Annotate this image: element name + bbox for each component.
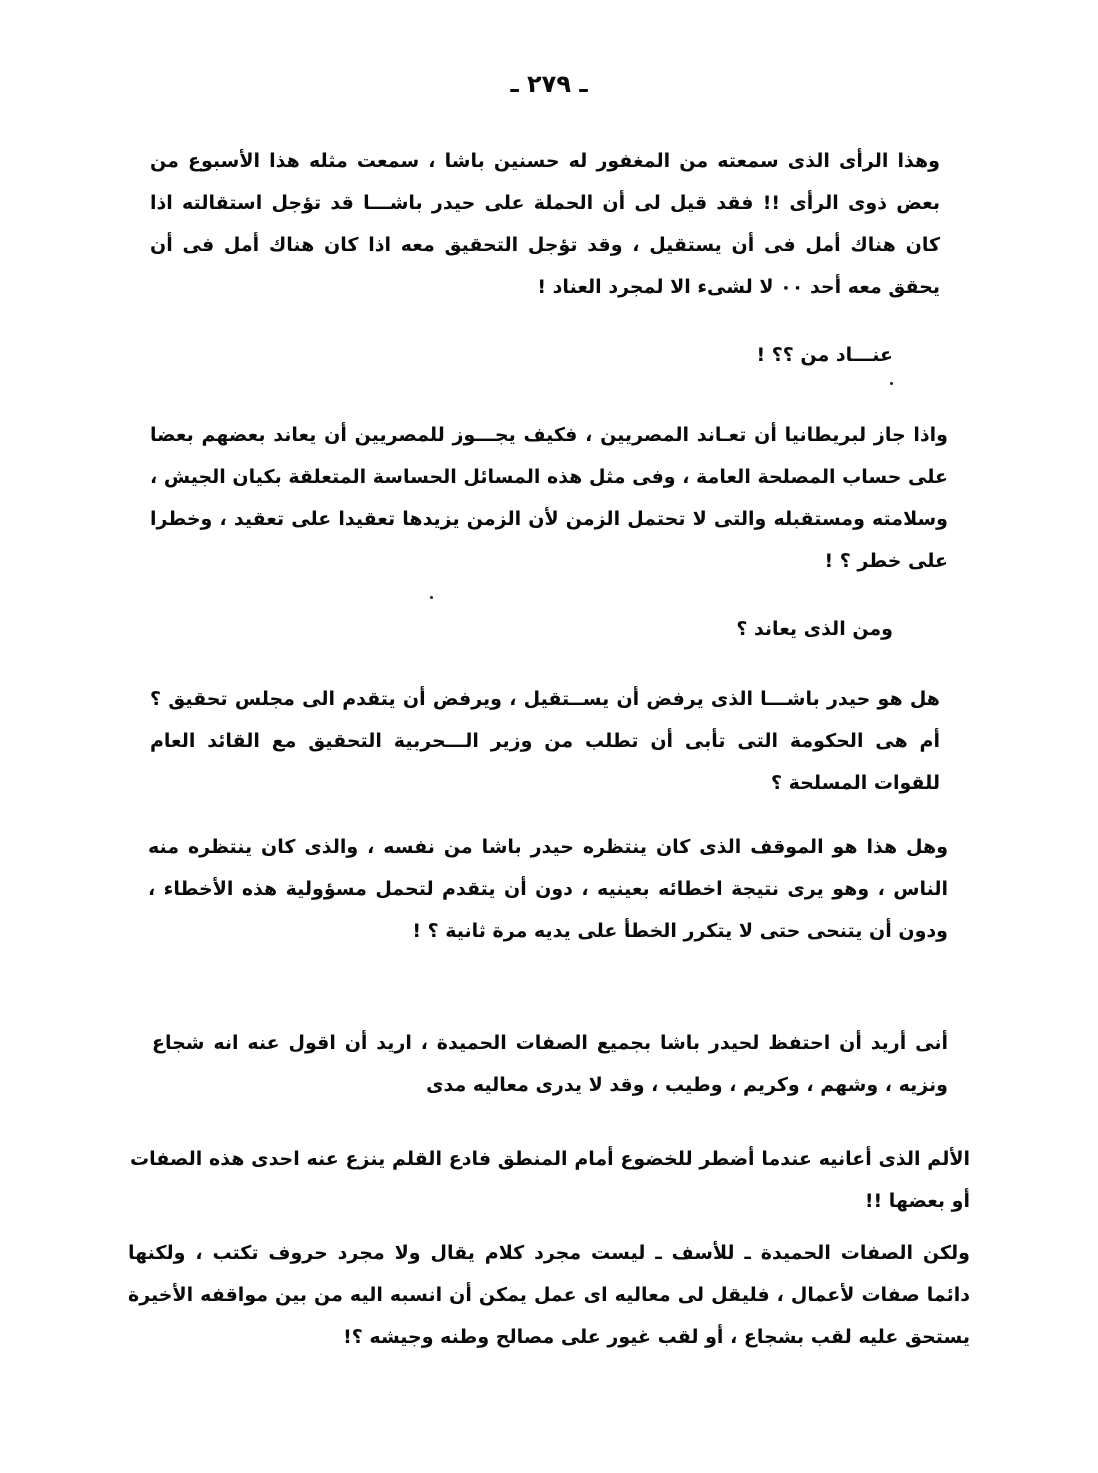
paragraph-2: واذا جاز لبريطانيا أن تعـاند المصريين ، فكيف يجـــوز للمصريين أن يعاند بعضهم بعضا على حساب المصلحة العامة ، وفى مثل هذه المسائل الحساسة المتعلقة بكيان الجيش ، وسلامته ومستقبله والتى لا تحتمل الزمن لأن الزمن يزيدها تعقيدا على تعقيد ، وخطرا على خطر ؟ !: [150, 424, 948, 572]
scan-speck: [890, 382, 893, 385]
paragraph-1: وهذا الرأى الذى سمعته من المغفور له حسنين باشا ، سمعت مثله هذا الأسبوع من بعض ذوى الرأى !! فقد قيل لى أن الحملة على حيدر باشـــا قد تؤجل استقالته اذا كان هناك أمل فى أن يستقيل ، وقد تؤجل التحقيق معه اذا كان هناك أمل فى أن يحقق معه أحد ٠٠ لا لشىء الا لمجرد العناد !: [150, 150, 940, 298]
paragraph-3: هل هو حيدر باشـــا الذى يرفض أن يســتقيل ، ويرفض أن يتقدم الى مجلس تحقيق ؟ أم هى الحكومة التى تأبى أن تطلب من وزير الـــحربية التحقيق مع القائد العام للقوات المسلحة ؟: [150, 688, 940, 794]
section-heading-1: عنـــاد من ؟؟ !: [756, 344, 893, 366]
paragraph-6: الألم الذى أعانيه عندما أضطر للخضوع أمام المنطق فادع القلم ينزع عنه احدى هذه الصفات أو بعضها !!: [130, 1148, 970, 1212]
scan-speck: [430, 596, 433, 599]
page-number: ـ ٢٧٩ ـ: [510, 70, 588, 98]
paragraph-7: ولكن الصفات الحميدة ـ للأسف ـ ليست مجرد كلام يقال ولا مجرد حروف تكتب ، ولكنها دائما صفات لأعمال ، فليقل لى معاليه اى عمل يمكن أن انسبه اليه من بين مواقفه الأخيرة يستحق عليه لقب بشجاع ، أو لقب غيور على مصالح وطنه وجيشه ؟!: [128, 1242, 970, 1348]
paragraph-5: أنى أريد أن احتفظ لحيدر باشا بجميع الصفات الحميدة ، اريد أن اقول عنه انه شجاع ونزيه ، وشهم ، وكريم ، وطيب ، وقد لا يدرى معاليه مدى: [152, 1032, 948, 1096]
section-heading-2: ومن الذى يعاند ؟: [736, 618, 893, 640]
paragraph-4: وهل هذا هو الموقف الذى كان ينتظره حيدر باشا من نفسه ، والذى كان ينتظره منه الناس ، وهو يرى نتيجة اخطائه بعينيه ، دون أن يتقدم لتحمل مسؤولية هذه الأخطاء ، ودون أن يتنحى حتى لا يتكرر الخطأ على يديه مرة ثانية ؟ !: [148, 836, 948, 942]
